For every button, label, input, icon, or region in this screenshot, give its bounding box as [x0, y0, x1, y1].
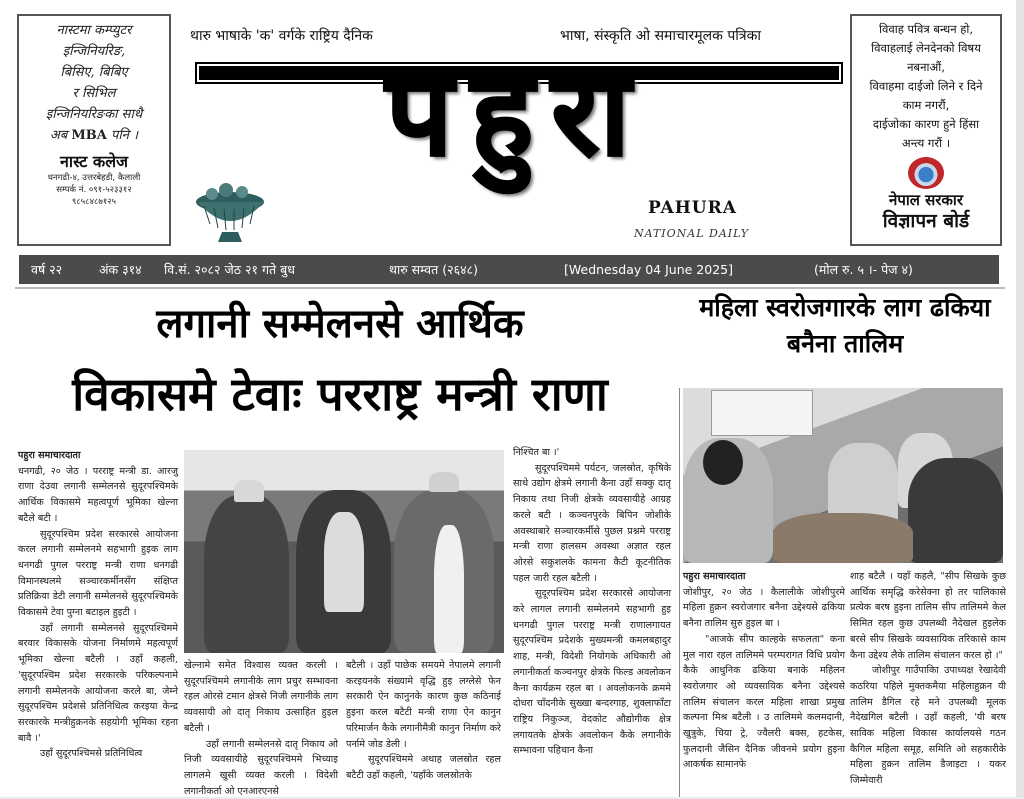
side-story-column-2: [850, 569, 1006, 789]
paragraph: उहाँ लगानी सम्मेलनसे दातृ निकाय ओ निजी व्यवसायीहे सुदूरपश्चिममे भिच्याइ लागलमे खुसी व्यक्त करली । विदेशी लगानीकर्ता ओ एनआरएनसे: [184, 738, 338, 797]
college-phone: सम्पर्क नं. ०९१-५२३३१२: [56, 185, 132, 195]
volume-year: वर्ष २२: [31, 262, 63, 277]
paragraph: सुदूरपश्चिम प्रदेश सरकारसे आयोजना करे लागल लगानी सम्मेलनमे सहभागी हुइ धनगढी पुगल परराष्ट्र मन्त्री राणालगायत सुदूरपश्चिम प्रदेशके मुख्यमन्त्री कमलबहादुर शाह, मन्त्री, विदेशी नियोगके अधिकारी ओ लगानीकर्ता कञ्चनपुर क्षेत्रके फिल्ड अवलोकन कैना कार्यक्रम रहल बा । अवलोकनके क्रममे दोधरा चाँदनीके सुख्खा बन्दरगाह, शुक्लाफाँटा राष्ट्रिय निकुञ्ज, वेदकोट औद्योगीक क्षेत्र लगायतके क्षेत्रके अवलोकन कैके लगानीके सम्भावना पहिचान कैना: [513, 588, 671, 757]
side-story-column-1: [683, 569, 845, 773]
masthead-title: पहुरा: [385, 44, 649, 182]
main-story-column-2: [184, 658, 338, 799]
college-name: नास्ट कलेज: [60, 152, 128, 171]
ad-government: नेपाल सरकार: [889, 191, 963, 209]
ad-line: विवाह पवित्र बन्धन हो,: [878, 22, 974, 36]
byline: पहुरा समाचारदाता: [683, 571, 746, 582]
ad-line: नबनाऔं,: [907, 60, 945, 74]
price-page: (मोल रु. ५ ।- पेज ४): [814, 262, 913, 277]
women-weaving-baskets-training-photo[interactable]: [683, 388, 1003, 563]
college-address: धनगढी-४, उत्तरबेहडी, कैलाली: [47, 173, 141, 183]
paragraph: सुदूरपश्चिममे अथाह जलस्रोत रहल बटैटी उहाँ कहली, 'यहाँके जलस्रोतके: [346, 754, 501, 781]
ad-line: दाईजोका कारण हुने हिंसा: [872, 117, 980, 131]
ad-mba: MBA: [71, 128, 107, 143]
paragraph: खेल्नामे समेत विश्वास व्यक्त करली । सुदूरपश्चिममे लगानीके लाग प्रचुर सम्भावना रहल ओरसे टमान क्षेत्रसे निजी लगानीके लाग व्यवसायी ओ दातृ निकाय उत्साहित हुइल बटैली ।: [184, 660, 338, 734]
ad-date: [Wednesday 04 June 2025]: [564, 262, 733, 277]
dateline-bar: [19, 255, 999, 284]
page-edge: [1016, 0, 1024, 797]
ad-line: काम नगरौं,: [902, 98, 950, 112]
paragraph: उहाँ सुदूरपश्चिमसे प्रतिनिधित्व: [40, 748, 143, 760]
nepal-government-emblem-icon: [908, 157, 944, 189]
college-mobile: ९८५८४८७१२५: [71, 197, 117, 207]
ad-line: इन्जिनियरिङ,: [62, 44, 126, 59]
fruit-basket-logo-icon: [190, 180, 272, 245]
paragraph: सुदूरपश्चिम प्रदेश सरकारसे आयोजना करल लगानी सम्मेलनमे सहभागी हुइक लाग धनगढी पुगल परराष्ट्र मन्त्री राणा धनगढी विमानस्थलमे सञ्चारकर्मीनसँग संक्षिप्त प्रतिक्रिया डेटी लगानी सम्मेलनसे सुदूरपश्चिमके विकासमे टेवा पुग्ना बटाइल हुइटी ।: [18, 528, 178, 619]
masthead-logo[interactable]: [197, 44, 837, 182]
nast-college-ad[interactable]: [17, 14, 171, 246]
side-headline[interactable]: महिला स्वरोजगारके लाग ढकिया बनैना तालिम: [699, 293, 991, 358]
training-banner: [711, 390, 813, 436]
tharu-samvat: थारु सम्वत (२६४८): [389, 262, 478, 277]
paragraph: निश्चित बा ।': [513, 447, 560, 458]
ad-line: बिसिए, बिबिए: [60, 65, 128, 80]
paragraph: सुदूरपश्चिममे पर्यटन, जलस्रोत, कृषिके साथे उद्योग क्षेत्रमे लगानी कैना उहाँ सक्कु दातृ निकाय तथा निजी क्षेत्रके व्यवसायीहे आग्रह करले बटी । कञ्चनपुरके बिपिन जोशीके अवस्थाबारे सञ्चारकर्मीसे पुछल प्रश्नमे परराष्ट्र मन्त्री राणा हालसम अवस्था अज्ञात रहल ओरसे सकुशलके कामना कैटी कूटनीतिक पहल जारी रहल बटैली ।: [513, 462, 671, 584]
byline: पहुरा समाचारदाता: [18, 450, 81, 461]
ad-mba-line: [22, 125, 166, 146]
main-headline-line-2[interactable]: विकासमे टेवाः परराष्ट्र मन्त्री राणा: [72, 367, 608, 421]
main-headline-line-1[interactable]: लगानी सम्मेलनसे आर्थिक: [156, 301, 524, 347]
paragraph: जोशीपुर गाउँपाकिा उपाध्यक्ष रेखादेवी कठरिया पहिले मुक्तकमैया महिलाहुक्रन यी तालिम डैगिल रहे मने उपलब्धी मूलक नैदेखगिल बटैली । उहाँ कहली, 'यी बरष साविक महिला विकास कार्यालयसे गठन कैगिल महिला समूह, समिति ओ सहकारीके महिला हुक्रन तालिम डैजाइटा । यकर जिम्मेवारी: [850, 665, 1006, 787]
ad-mba-suffix: पनि ।: [106, 128, 139, 143]
paragraph: "आजके सीप काल्हके सफलता" कना मुल नारा रहल तालिममे परम्परागत विधि प्रयोग कैके आधुनिक ढकिया बनाके महिलन स्वरोजगार ओ व्यवसायिक बनैना उद्देश्यसे तालिम संचालन करल महिला शाखा प्रमुख कल्पना मिश्र बटैली । उ तालिममे कलमदानी, खुत्रुके, चिया ट्रे, ज्वैलरी बक्स, हटकेस, फुलदानी जैसिन दैनिक जीवनमे प्रयोग हुइना आकर्षक सामानफे: [683, 633, 845, 771]
paragraph: जोशीपुर, २० जेठ । कैलालीके जोशीपुरमे महिला हुक्रन स्वरोजगार बनैना उद्देश्यसे ढकिया बनैना तालिम सुरु हुइल बा ।: [683, 586, 845, 630]
column-divider: [679, 388, 680, 797]
ad-board: विज्ञापन बोर्ड: [882, 210, 970, 232]
bs-date: वि.सं. २०८२ जेठ २१ गते बुध: [164, 262, 295, 277]
tagline-left: थारु भाषाके 'क' वर्गके राष्ट्रिय दैनिक: [190, 28, 373, 44]
main-story-column-1: [18, 448, 178, 762]
paragraph: बटैली । उहाँ पाछेक समयमे नेपालमे लगानी करइयनके संख्यामे वृद्धि हुइ लग्लेसे फेन सरकारी ऐन कानुनके कारण कुछ कठिनाई हुइना करल बटैटी मन्त्री राणा ऐन कानुन परिमार्जन कैके लगानीमैत्री कानुन निर्माण करे पर्नामे जोड डेली ।: [346, 660, 501, 750]
paragraph: धनगढी, २० जेठ । परराष्ट्र मन्त्री डा. आरजु राणा देउवा लगानी सम्मेलनसे सुदूरपश्चिमके आर्थिक विकासमे महत्वपूर्ण भूमिका खेल्ना बटैले बटी ।: [18, 465, 178, 524]
three-officials-seated-photo[interactable]: [184, 450, 504, 653]
ad-line: अन्त्य गरौं ।: [901, 136, 951, 150]
ad-line: नास्टमा कम्प्युटर: [56, 23, 132, 38]
ad-line: विवाहमा दाईजो लिने र दिने: [869, 79, 983, 93]
main-story-column-4: [513, 445, 671, 759]
ad-line: इन्जिनियरिङका साथै: [45, 107, 143, 122]
masthead-subtitle: NATIONAL DAILY: [634, 227, 750, 240]
tagline-right: भाषा, संस्कृति ओ समाचारमूलक पत्रिका: [560, 28, 762, 44]
issue-number: अंक ३१४: [99, 262, 142, 277]
main-story-column-3: [346, 658, 501, 784]
ad-line: र सिभिल: [72, 86, 116, 101]
paragraph: उहाँ लगानी सम्मेलनसे सुदूरपश्चिममे बरवार विकासके योजना निर्माणमे महत्वपूर्ण भूमिका खेल्ना बटैली । उहाँ कहली, 'सुदूरपश्चिम प्रदेश सरकारके परिकल्पनामे लगानी सम्मेलनके आयोजना करले बा, जेम्ने सुदूरपश्चिम प्रदेशसे प्रतिनिधित्व करइया केन्द्र सरकारके मन्त्रीहुक्रनके सहयोगी भूमिका रहना बावै ।': [18, 622, 178, 744]
masthead-title-english: PAHURA: [648, 198, 737, 218]
ad-line: विवाहलाई लेनदेनको विषय: [871, 41, 981, 55]
divider: [15, 287, 1005, 289]
paragraph: शाह बटैलै । यहाँ कहलै, "सीप सिखके कुछ आर्थिक समृद्धि करेसेक्ना हो तर पालिकासे प्रत्येक बरष हुइना तालिम सीप तालिममे केल सिमित रहल कुछ उपलब्धी नैदेखल हुइलेक बरसे सीप सिखके व्यवसायिक तरिकासे काम कैना उद्देश्य लैके तालिम संचालन करल हो ।": [850, 571, 1006, 661]
ad-mba-prefix: अब: [49, 128, 72, 143]
advertisement-board-ad[interactable]: [850, 14, 1002, 246]
